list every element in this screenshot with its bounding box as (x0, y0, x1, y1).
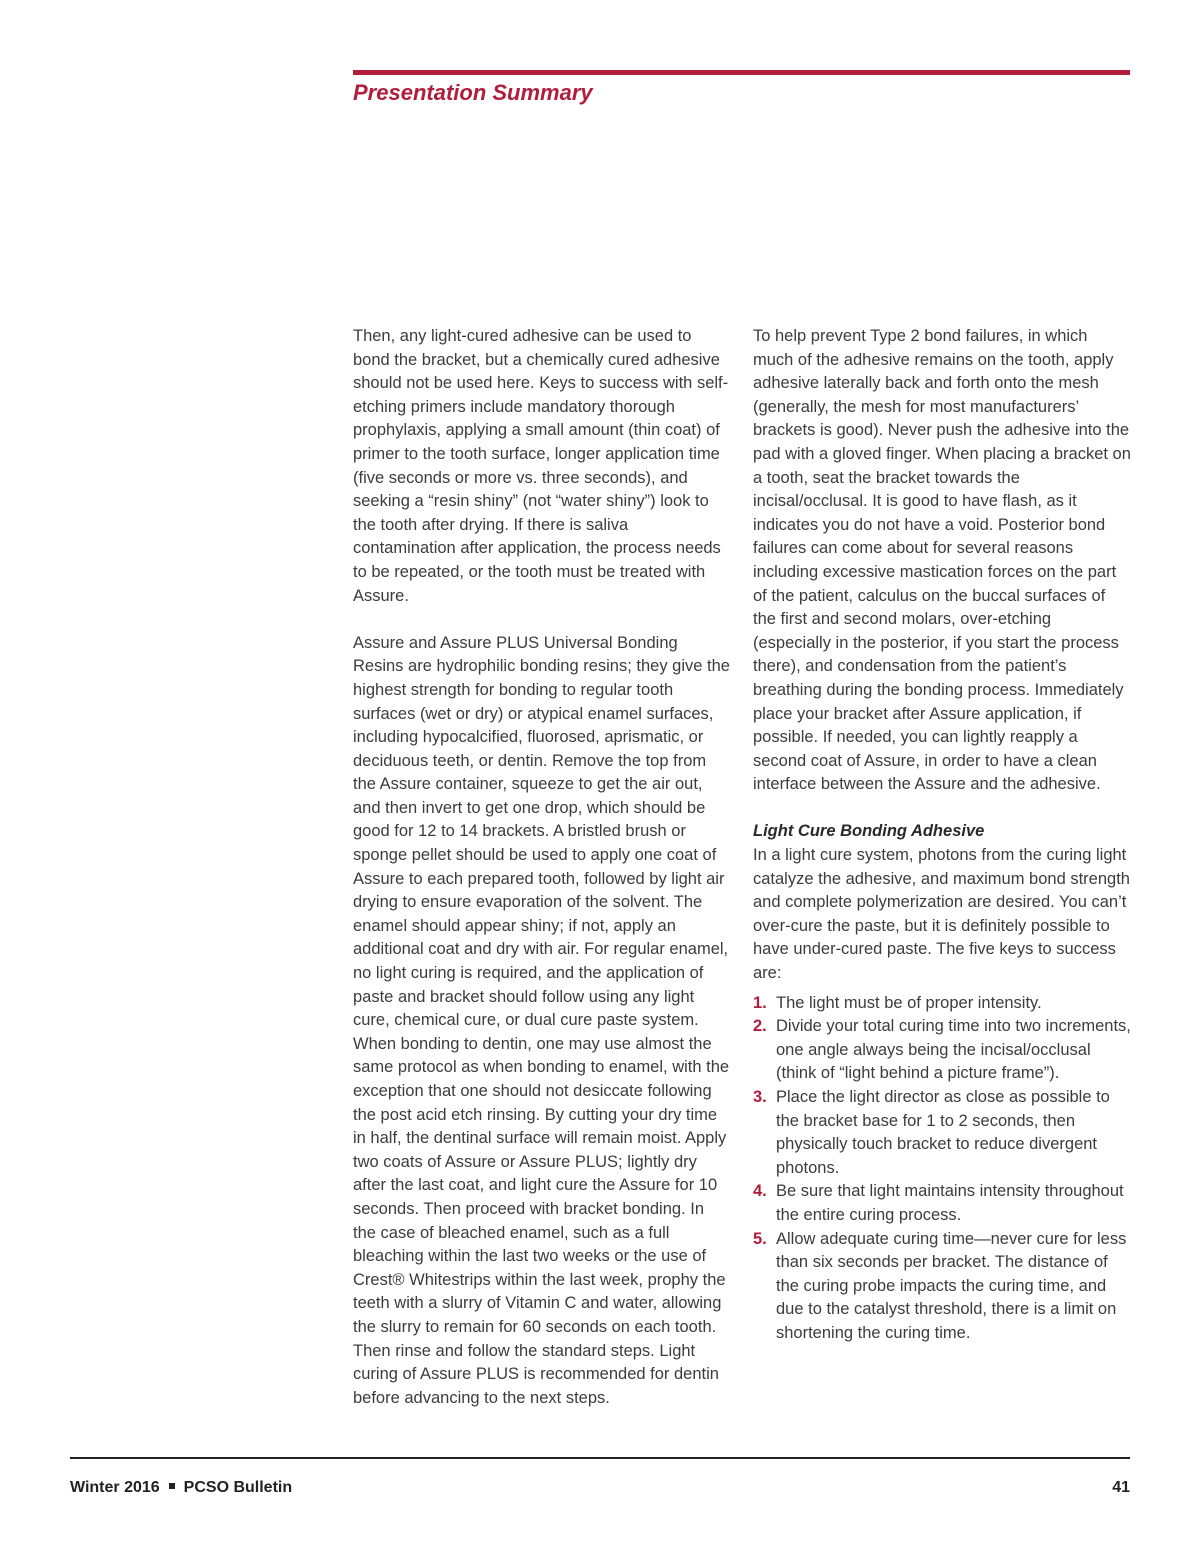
footer-publication-name: PCSO Bulletin (183, 1479, 293, 1496)
header-rule (353, 70, 1130, 75)
list-item (753, 1015, 1131, 1086)
footer-rule (70, 1457, 1130, 1459)
subheading: Light Cure Bonding Adhesive (753, 822, 985, 841)
list-number: 2. (753, 1017, 767, 1036)
list-item-text: Be sure that light maintains intensity throughout the entire curing process. (776, 1182, 1124, 1224)
list-item (753, 992, 1131, 1016)
list-item-text: Divide your total curing time into two increments, one angle always being the incisal/occlusal (think of “light behind a picture frame”). (776, 1017, 1131, 1083)
list-item (753, 1180, 1131, 1227)
list-number: 5. (753, 1229, 767, 1248)
keys-list (753, 992, 1131, 1346)
list-item (753, 1086, 1131, 1180)
right-column (753, 325, 1131, 1346)
body-paragraph: To help prevent Type 2 bond failures, in which much of the adhesive remains on the tooth, apply adhesive laterally back and forth onto the mesh (generally, the mesh for most manufacturers’ brackets is good). Never push the adhesive into the pad with a gloved finger. When placing a bracket on a tooth, seat the bracket towards the incisal/occlusal. It is good to have flash, as it indicates you do not have a void. Posterior bond failures can come about for several reasons including excessive mastication forces on the part of the patient, calculus on the buccal surfaces of the first and second molars, over-etching (especially in the posterior, if you start the process there), and condensation from the patient’s breathing during the bonding process. Immediately place your bracket after Assure application, if possible. If needed, you can lightly reapply a second coat of Assure, in order to have a clean interface between the Assure and the adhesive. (753, 327, 1131, 794)
left-column (353, 325, 730, 1434)
list-number: 1. (753, 993, 767, 1012)
page-number: 41 (1112, 1479, 1130, 1496)
list-number: 4. (753, 1182, 767, 1201)
list-number: 3. (753, 1088, 767, 1106)
body-paragraph: In a light cure system, photons from the curing light catalyze the adhesive, and maximum bond strength and complete polymerization are desired. You can’t over-cure the paste, but it is definitely possible to have under-cured paste. The five keys to success are: (753, 846, 1130, 983)
footer-publication (70, 1479, 292, 1497)
body-paragraph: Assure and Assure PLUS Universal Bonding Resins are hydrophilic bonding resins; they give the highest strength for bonding to regular tooth surfaces (wet or dry) or atypical enamel surfaces, including hypocalcified, fluorosed, aprismatic, or deciduous teeth, or dentin. Remove the top from the Assure container, squeeze to get the air out, and then invert to get one drop, which should be good for 12 to 14 brackets. A bristled brush or sponge pellet should be used to apply one coat of Assure to each prepared tooth, followed by light air drying to ensure evaporation of the solvent. The enamel should appear shiny; if not, apply an additional coat and dry with air. For regular enamel, no light curing is required, and the application of paste and bracket should follow using any light cure, chemical cure, or dual cure paste system. When bonding to dentin, one may use almost the same protocol as when bonding to enamel, with the exception that one should not desiccate following the post acid etch rinsing. By cutting your dry time in half, the dentinal surface will remain moist. Apply two coats of Assure or Assure PLUS; lightly dry after the last coat, and light cure the Assure for 10 seconds. Then proceed with bracket bonding. In the case of bleached enamel, such as a full bleaching within the last two weeks or the use of Crest® Whitestrips within the last week, prophy the teeth with a slurry of Vitamin C and water, allowing the slurry to remain for 60 seconds on each tooth. Then rinse and follow the standard steps. Light curing of Assure PLUS is recommended for dentin before advancing to the next steps. (353, 633, 730, 1407)
footer-issue: Winter 2016 (70, 1479, 160, 1496)
list-item-text: Place the light director as close as possible to the bracket base for 1 to 2 seconds, then physically touch bracket to reduce divergent photons. (776, 1088, 1110, 1177)
bullet-separator-icon (169, 1483, 175, 1489)
body-paragraph: Then, any light-cured adhesive can be used to bond the bracket, but a chemically cured adhesive should not be used here. Keys to success with self-etching primers include mandatory thorough prophylaxis, applying a small amount (thin coat) of primer to the tooth surface, longer application time (five seconds or more vs. three seconds), and seeking a “resin shiny” (not “water shiny”) look to the tooth after drying. If there is saliva contamination after application, the process needs to be repeated, or the tooth must be treated with Assure. (353, 327, 729, 605)
list-item-text: Allow adequate curing time—never cure for less than six seconds per bracket. The distance of the curing probe impacts the curing time, and due to the catalyst threshold, there is a limit on shortening the curing time. (776, 1229, 1127, 1342)
list-item-text: The light must be of proper intensity. (776, 993, 1042, 1012)
section-title: Presentation Summary (353, 80, 593, 105)
list-item (753, 1228, 1131, 1346)
